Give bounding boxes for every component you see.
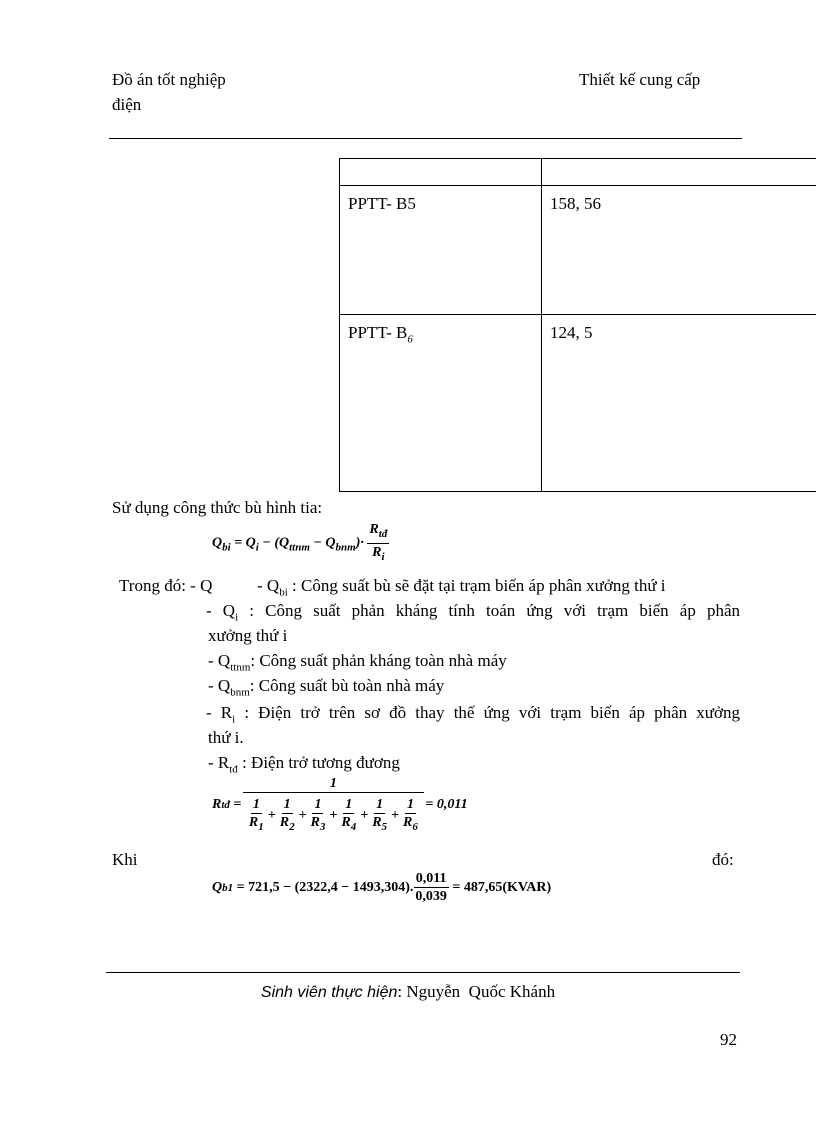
f2-term-fraction: [247, 796, 266, 836]
table-row: [340, 186, 816, 315]
def-qbi-sub: bi: [279, 586, 288, 599]
cell-subscript: 6: [407, 333, 413, 346]
f2-eq: =: [229, 797, 245, 813]
f3-num: 0,011: [415, 871, 447, 886]
f2-term-num: 1: [376, 797, 384, 812]
header-rule: [109, 138, 742, 139]
def-rtd: [208, 753, 400, 775]
table-cell-value: 158, 56: [542, 186, 816, 315]
def-qi-b: : Công suất phản kháng tính toán ứng với trạm biến áp phân: [238, 601, 740, 620]
f3-den: 0,039: [415, 889, 447, 904]
def-qttnm-sub: ttnm: [230, 661, 251, 674]
def-qbi: [257, 576, 666, 598]
f2-lhs-sub: tđ: [221, 799, 230, 812]
f3-result: = 487,65(KVAR): [448, 879, 552, 895]
f2-term-den: $R_5$: [372, 815, 388, 833]
substation-table: [339, 158, 816, 492]
def-rtd-a: - R: [208, 753, 230, 772]
formula-rtd: [212, 775, 468, 836]
f2-term-den: $R_6$: [403, 815, 418, 833]
khi-text: Khi: [112, 850, 138, 869]
def-ri-sub: i: [232, 713, 236, 726]
footer-name: Nguyễn Quốc Khánh: [406, 982, 556, 1001]
def-qbnm: [208, 676, 444, 698]
f2-term-den: $R_3$: [310, 815, 326, 833]
header-right: Thiết kế cung cấp: [579, 70, 701, 89]
def-qi-cont: xưởng thứ i: [208, 626, 288, 645]
f2-term-num: 1: [283, 797, 291, 812]
footer-rule: [106, 972, 740, 973]
def-qttnm: [208, 651, 507, 673]
do-text: đó:: [712, 850, 734, 869]
f3-lhs: Q: [212, 879, 223, 895]
def-qttnm-b: : Công suất phản kháng toàn nhà máy: [250, 651, 507, 670]
table-row: [340, 315, 816, 492]
f1-paren-open: − (Q: [258, 535, 290, 551]
f3-fraction: [413, 870, 449, 905]
f1-frac-num-sub: tđ: [378, 527, 388, 540]
f2-term-fraction: [339, 796, 358, 836]
page-number: 92: [720, 1030, 737, 1049]
f1-fraction: [367, 521, 389, 566]
def-rtd-sub: tđ: [229, 763, 238, 776]
footer-colon: :: [397, 982, 407, 1001]
def-qbi-b: : Công suất bù sẽ đặt tại trạm biến áp phân xưởng thứ i: [287, 576, 666, 595]
f2-term-den: $R_2$: [279, 815, 295, 833]
f2-result: = 0,011: [421, 797, 468, 813]
f2-term-fraction: [309, 796, 328, 836]
table-cell: [340, 159, 542, 186]
f1-paren-close: )·: [355, 535, 364, 551]
f2-term-fraction: [278, 796, 297, 836]
f1-minus: − Q: [309, 535, 336, 551]
def-qbnm-sub: bnm: [230, 686, 250, 699]
f2-plus: +: [267, 808, 276, 824]
f1-frac-den-sub: i: [381, 550, 385, 563]
f1-mid: = Q: [230, 535, 256, 551]
f2-one: 1: [243, 775, 424, 793]
def-rtd-b: : Điện trở tương đương: [237, 753, 400, 772]
table-cell-name: PPTT- B5: [340, 186, 542, 315]
f2-plus: +: [391, 808, 400, 824]
header-left-line2: điện: [112, 95, 142, 114]
f2-term-num: 1: [252, 797, 260, 812]
f2-term-num: 1: [406, 797, 414, 812]
table-row: [340, 159, 816, 186]
def-qbnm-a: - Q: [208, 676, 231, 695]
def-ri-b: : Điện trở trên sơ đồ thay thế ứng với trạm biến áp phân xưởng: [235, 703, 741, 722]
def-ri: [206, 703, 740, 725]
f2-term-num: 1: [314, 797, 322, 812]
f3-expr: = 721,5 − (2322,4 − 1493,304).: [233, 879, 414, 895]
footer: [0, 982, 816, 1002]
f2-term-den: $R_1$: [248, 815, 264, 833]
f1-ttnm-sub: ttnm: [289, 541, 310, 554]
f1-mid-sub: i: [255, 541, 259, 554]
f2-term-num: 1: [345, 797, 353, 812]
f2-term-fraction: [401, 796, 420, 836]
def-qttnm-a: - Q: [208, 651, 231, 670]
header-left-line1: Đồ án tốt nghiệp: [112, 70, 226, 89]
f2-plus: +: [298, 808, 307, 824]
f1-frac-den: R: [372, 544, 382, 560]
f2-lhs: R: [212, 797, 222, 813]
f2-denominator: [245, 793, 422, 836]
f2-main-fraction: [245, 775, 422, 836]
def-ri-cont: thứ i.: [208, 728, 244, 747]
footer-label: Sinh viên thực hiện: [260, 984, 398, 1001]
f1-lhs: Q: [212, 535, 223, 551]
def-qi: [206, 601, 740, 623]
where-label: Trong đó: - Q: [119, 576, 213, 595]
f1-bnm-sub: bnm: [335, 541, 356, 554]
f1-lhs-sub: bi: [222, 541, 231, 554]
intro-text: Sử dụng công thức bù hình tia:: [112, 498, 323, 517]
def-qi-sub: i: [235, 611, 239, 624]
f2-plus: +: [329, 808, 338, 824]
def-qbnm-b: : Công suất bù toàn nhà máy: [249, 676, 445, 695]
f1-frac-num: R: [369, 522, 379, 537]
table-cell-name: [340, 315, 542, 492]
def-ri-a: - R: [206, 703, 233, 722]
table-cell-value: 124, 5: [542, 315, 816, 492]
formula-qb1: [212, 870, 551, 905]
formula-qbi: [212, 521, 389, 566]
table-cell: [542, 159, 816, 186]
f2-term-den: $R_4$: [341, 815, 357, 833]
cell-text: PPTT- B: [348, 323, 408, 342]
def-qbi-a: - Q: [257, 576, 280, 595]
f2-term-fraction: [370, 796, 389, 836]
f2-plus: +: [360, 808, 369, 824]
f3-lhs-sub: b1: [222, 881, 234, 894]
def-qi-a: - Q: [206, 601, 236, 620]
